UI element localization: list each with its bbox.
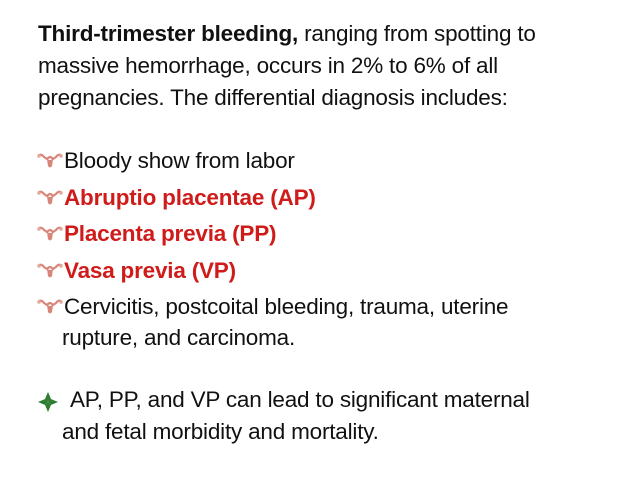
list-item-text: Bloody show from labor (64, 148, 295, 173)
intro-text: ranging from spotting to massive hemorrhage, occurs in 2% to 6% of all pregnancies. The differential diagnosis includes: (38, 21, 536, 110)
list-item (36, 291, 616, 353)
intro-paragraph (38, 18, 613, 114)
differential-list (36, 145, 616, 353)
uterus-icon (36, 225, 64, 243)
list-item (36, 182, 616, 219)
note-paragraph (38, 384, 618, 448)
list-item-text: Cervicitis, postcoital bleeding, trauma, uterine (64, 294, 509, 319)
uterus-icon (36, 298, 64, 316)
uterus-icon (36, 189, 64, 207)
list-item (36, 145, 616, 182)
list-item-text: Vasa previa (VP) (64, 257, 236, 283)
note-text: AP, PP, and VP can lead to significant maternal (70, 387, 530, 412)
intro-bold: Third-trimester bleeding, (38, 21, 299, 46)
list-item (36, 255, 616, 292)
list-item-text-continued: rupture, and carcinoma. (62, 325, 296, 350)
list-item-text: Placenta previa (PP) (64, 221, 277, 246)
diamond-bullet-icon (38, 392, 58, 412)
uterus-icon (36, 152, 64, 170)
list-item-text: Abruptio placentae (AP) (64, 184, 316, 210)
note-text-continued: and fetal morbidity and mortality. (62, 419, 379, 444)
list-item (36, 218, 616, 255)
uterus-icon (36, 262, 64, 280)
